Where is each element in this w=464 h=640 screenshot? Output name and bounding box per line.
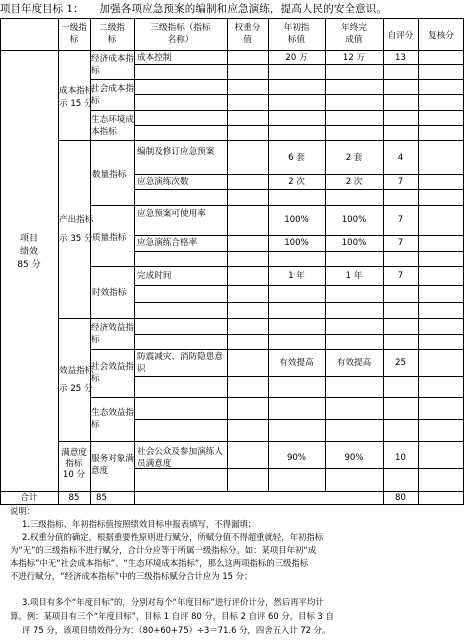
row-plan-usable-final: 100% (341, 215, 367, 225)
row-complete-time-self: 7 (397, 271, 404, 281)
row-cost-control-final: 12 万 (342, 53, 366, 63)
row-satisfaction-self: 10 (395, 453, 406, 463)
row-drill-pass-self: 7 (397, 238, 404, 248)
level2-economic-benefit: 经济效益指标 (91, 323, 134, 345)
row-drill-pass-name: 应急演练合格率 (137, 238, 198, 248)
note-2-line3: 本指标”中无“社会成本指标”、“生态环境成本指标”，那么这两项指标的三级指标 (10, 558, 309, 568)
header-review-score: 复核分 (428, 31, 454, 41)
row-plan-revise-name: 编制及修订应急预案 (137, 147, 215, 157)
level2-eco-cost: 生态环境成本指标 (91, 115, 134, 137)
header-level1: 一级指标 (61, 23, 87, 45)
notes-title: 说明： (10, 506, 36, 516)
level1-output-score: 示 35 分 (59, 234, 93, 244)
row-drill-pass-initial: 100% (284, 238, 309, 248)
row-complete-time-final: 1 年 (345, 271, 363, 281)
level1-output: 产出指标 (59, 215, 94, 225)
note-3-line3: 评 75 分，该项目绩效得分为：（80+60+75）÷3＝71.6 分，四舍五入计 72 分。 (22, 625, 331, 635)
total-level1: 85 (68, 493, 80, 503)
header-self-score: 自评分 (387, 31, 414, 41)
level2-social-cost: 社会成本指标 (91, 84, 134, 106)
row-plan-usable-name: 应急预案可使用率 (137, 209, 206, 219)
row-plan-usable-initial: 100% (284, 215, 309, 225)
row-satisfaction-final: 90% (344, 453, 364, 463)
row-cost-control-name: 成本控制 (137, 53, 172, 63)
row-drill-pass-final: 100% (341, 238, 367, 248)
row-complete-time-name: 完成时间 (137, 271, 172, 281)
level1-satisfaction: 满意度指标 10 分 (61, 448, 87, 480)
note-2-line1: 2.权重分值的确定，根据重要性原则进行赋分，所赋分值不得超重就轻，年初指标 (22, 532, 324, 542)
row-drill-count-self: 7 (397, 177, 404, 187)
total-self-score: 80 (395, 493, 406, 503)
note-3-line2: 算。例：某项目有三个“年度目标”，目标 1 自评 80 分，目标 2 自评 60 分，目标 3 自 (10, 611, 334, 621)
row-satisfaction-initial: 90% (286, 453, 307, 463)
header-final: 年终完成值 (341, 23, 367, 45)
note-2-line4: 不进行赋分，“经济成本指标”中的三级指标赋分合计应为 15 分； (10, 571, 253, 581)
row-drill-count-initial: 2 次 (288, 177, 305, 187)
level2-service-satisfaction: 服务对象满意度 (91, 454, 134, 476)
goal-prefix: 项目年度目标 1： (0, 3, 84, 15)
note-2-line2: 为“无”的三级指标不进行赋分，合计分应等于所属一级指标分。如：某项目年初“成 (10, 545, 317, 555)
row-complete-time-initial: 1 年 (288, 271, 305, 281)
project-label (0, 233, 58, 272)
project-label-line1: 项目 (19, 234, 38, 244)
row-drill-count-final: 2 次 (345, 177, 363, 187)
total-label: 合计 (20, 493, 38, 503)
row-plan-revise-initial: 6 套 (288, 153, 305, 163)
level2-quality: 质量指标 (92, 233, 127, 243)
row-drill-count-name: 应急演练次数 (137, 177, 189, 187)
row-plan-revise-self: 4 (397, 153, 404, 163)
level1-benefit: 效益指标 (59, 366, 94, 376)
project-label-line2: 绩效 (19, 247, 38, 257)
header-level3: 三级指标（指标名称） (150, 23, 211, 45)
header-initial: 年初指标值 (283, 23, 310, 45)
header-level2: 二级指标 (99, 23, 125, 45)
goal-text: 加强各项应急预案的编制和应急演练，提高人民的安全意识。 (99, 3, 388, 15)
level2-quantity: 数量指标 (92, 170, 127, 180)
note-3-line1: 3.项目有多个“年度目标”的，分别对每个“年度目标”进行评价计分，然后再平均计 (22, 597, 324, 607)
project-score: 85 分 (17, 260, 41, 270)
row-plan-revise-final: 2 套 (345, 153, 363, 163)
row-cost-control-self: 13 (395, 53, 406, 63)
level1-cost: 成本指标 (59, 86, 94, 96)
row-satisfaction-name: 社会公众及参加演练人员满意度 (137, 447, 223, 469)
total-level2: 85 (96, 493, 107, 503)
header-weight: 权重分值 (234, 23, 261, 45)
row-disaster-final: 有效提高 (336, 358, 372, 368)
level1-benefit-score: 示 25 分 (59, 384, 93, 394)
level2-economic-cost: 经济成本指标 (91, 54, 134, 76)
level2-social-benefit: 社会效益指标 (91, 362, 134, 384)
row-disaster-initial: 有效提高 (279, 358, 314, 368)
row-disaster-name: 防震减灾、消防隐患意识 (137, 352, 223, 374)
level1-cost-score: 示 15 分 (59, 99, 93, 109)
note-1: 1.三级指标、年初指标值按照绩效目标申报表填写，不得漏填； (22, 519, 257, 529)
row-cost-control-initial: 20 万 (285, 53, 308, 63)
level2-time: 时效指标 (92, 288, 127, 298)
row-disaster-self: 25 (395, 358, 406, 368)
row-plan-usable-self: 7 (397, 215, 404, 225)
level2-eco-benefit: 生态效益指标 (91, 408, 134, 430)
